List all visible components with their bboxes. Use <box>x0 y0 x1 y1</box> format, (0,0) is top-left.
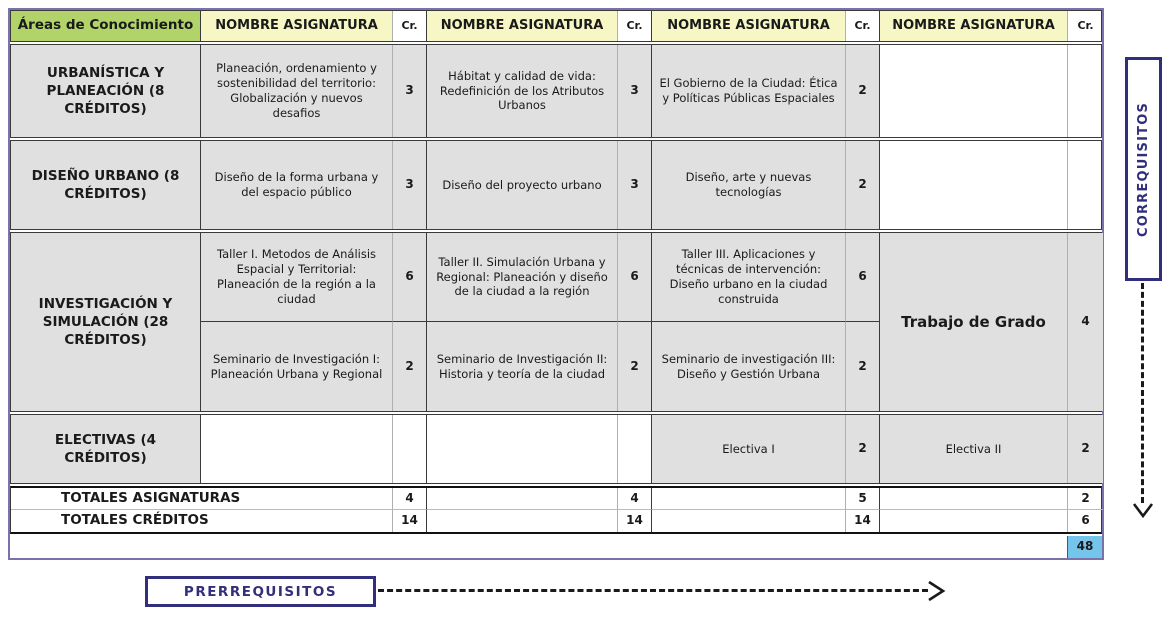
cr-header-cell-1: Cr. <box>393 11 427 41</box>
correquisitos-box <box>1125 57 1162 281</box>
prerrequisitos-dashed-line <box>378 589 928 592</box>
row-investigacion <box>10 232 1102 412</box>
curriculum-table <box>8 8 1104 560</box>
credit-cell: 3 <box>618 141 652 229</box>
arrow-right-icon <box>926 580 948 606</box>
credit-cell-trabajo-grado: 4 <box>1068 233 1103 411</box>
empty-cell <box>880 510 1068 532</box>
grand-total-row <box>10 536 1102 558</box>
course-cell-trabajo-grado: Trabajo de Grado <box>880 233 1068 411</box>
credit-cell: 6 <box>393 233 427 322</box>
table-header-row <box>10 10 1102 42</box>
totals-asignaturas-label: TOTALES ASIGNATURAS <box>11 488 393 510</box>
course-cell-seminario-2: Seminario de Investigación II: Historia y teoría de la ciudad <box>427 322 618 411</box>
totales-creditos-label: TOTALES CRÉDITOS <box>11 510 393 532</box>
area-cell: URBANÍSTICA Y PLANEACIÓN (8 CRÉDITOS) <box>11 45 201 137</box>
course-cell: Diseño de la forma urbana y del espacio público <box>201 141 393 229</box>
arrow-down-icon <box>1132 502 1154 524</box>
empty-cell <box>652 510 846 532</box>
totals-rows <box>10 486 1102 534</box>
course-cell-empty <box>201 415 393 483</box>
row-urbanistica <box>10 44 1102 138</box>
credit-cell-empty <box>1068 141 1103 229</box>
total-asignaturas-cell: 5 <box>846 488 880 510</box>
course-cell-empty <box>880 141 1068 229</box>
course-cell-seminario-1: Seminario de Investigación I: Planeación Urbana y Regional <box>201 322 393 411</box>
grand-total-cell: 48 <box>1067 536 1102 558</box>
cr-header-cell-2: Cr. <box>618 11 652 41</box>
area-cell: ELECTIVAS (4 CRÉDITOS) <box>11 415 201 483</box>
course-cell-taller-3: Taller III. Aplicaciones y técnicas de intervención: Diseño urbano en la ciudad construida <box>652 233 846 322</box>
total-creditos-cell: 6 <box>1081 513 1090 528</box>
correquisitos-dashed-line <box>1141 283 1144 503</box>
nombre-header-cell-1: NOMBRE ASIGNATURA <box>201 11 393 41</box>
total-creditos-cell: 14 <box>393 510 427 532</box>
credit-cell: 2 <box>846 322 880 411</box>
course-cell-seminario-3: Seminario de investigación III: Diseño y Gestión Urbana <box>652 322 846 411</box>
credit-cell-empty <box>618 415 652 483</box>
correquisitos-label: CORREQUISITOS <box>1136 101 1151 237</box>
areas-header-cell: Áreas de Conocimiento <box>11 11 201 41</box>
course-cell: Planeación, ordenamiento y sostenibilidad del territorio: Globalización y nuevos desafios <box>201 45 393 137</box>
nombre-header-cell-4: NOMBRE ASIGNATURA <box>880 11 1068 41</box>
total-asignaturas-cell: 4 <box>618 488 652 510</box>
empty-cell <box>10 536 1067 558</box>
course-cell: Diseño, arte y nuevas tecnologías <box>652 141 846 229</box>
prerrequisitos-label: PRERREQUISITOS <box>183 583 338 600</box>
nombre-header-cell-2: NOMBRE ASIGNATURA <box>427 11 618 41</box>
course-cell-taller-1: Taller I. Metodos de Análisis Espacial y Territorial: Planeación de la región a la ciudad <box>201 233 393 322</box>
course-cell: Hábitat y calidad de vida: Redefinición de los Atributos Urbanos <box>427 45 618 137</box>
credit-cell: 6 <box>846 233 880 322</box>
credit-cell: 2 <box>393 322 427 411</box>
course-cell-empty <box>880 45 1068 137</box>
credit-cell-empty <box>1068 45 1103 137</box>
credit-cell: 2 <box>618 322 652 411</box>
row-electivas <box>10 414 1102 484</box>
credit-cell: 3 <box>393 141 427 229</box>
course-cell-empty <box>427 415 618 483</box>
total-creditos-cell: 14 <box>846 510 880 532</box>
course-cell: El Gobierno de la Ciudad: Ética y Políticas Públicas Espaciales <box>652 45 846 137</box>
empty-cell <box>427 510 618 532</box>
credit-cell: 3 <box>618 45 652 137</box>
area-cell: INVESTIGACIÓN Y SIMULACIÓN (28 CRÉDITOS) <box>11 233 201 411</box>
cr-header-cell-3: Cr. <box>846 11 880 41</box>
course-cell: Diseño del proyecto urbano <box>427 141 618 229</box>
empty-cell <box>427 488 618 510</box>
credit-cell: 2 <box>1068 415 1103 483</box>
cr-header-cell-4: Cr. <box>1077 18 1094 32</box>
credit-cell: 3 <box>393 45 427 137</box>
credit-cell: 6 <box>618 233 652 322</box>
nombre-header-cell-3: NOMBRE ASIGNATURA <box>652 11 846 41</box>
course-cell-taller-2: Taller II. Simulación Urbana y Regional: Planeación y diseño de la ciudad a la región <box>427 233 618 322</box>
total-asignaturas-cell: 4 <box>393 488 427 510</box>
total-asignaturas-cell: 2 <box>1068 488 1103 510</box>
prerrequisitos-box <box>145 576 376 607</box>
credit-cell-empty <box>393 415 427 483</box>
course-cell-electiva-2: Electiva II <box>880 415 1068 483</box>
row-diseno-urbano <box>10 140 1102 230</box>
credit-cell: 2 <box>846 415 880 483</box>
empty-cell <box>880 488 1068 510</box>
credit-cell: 2 <box>846 45 880 137</box>
total-creditos-cell: 14 <box>618 510 652 532</box>
empty-cell <box>652 488 846 510</box>
area-cell: DISEÑO URBANO (8 CRÉDITOS) <box>11 141 201 229</box>
course-cell-electiva-1: Electiva I <box>652 415 846 483</box>
credit-cell: 2 <box>846 141 880 229</box>
